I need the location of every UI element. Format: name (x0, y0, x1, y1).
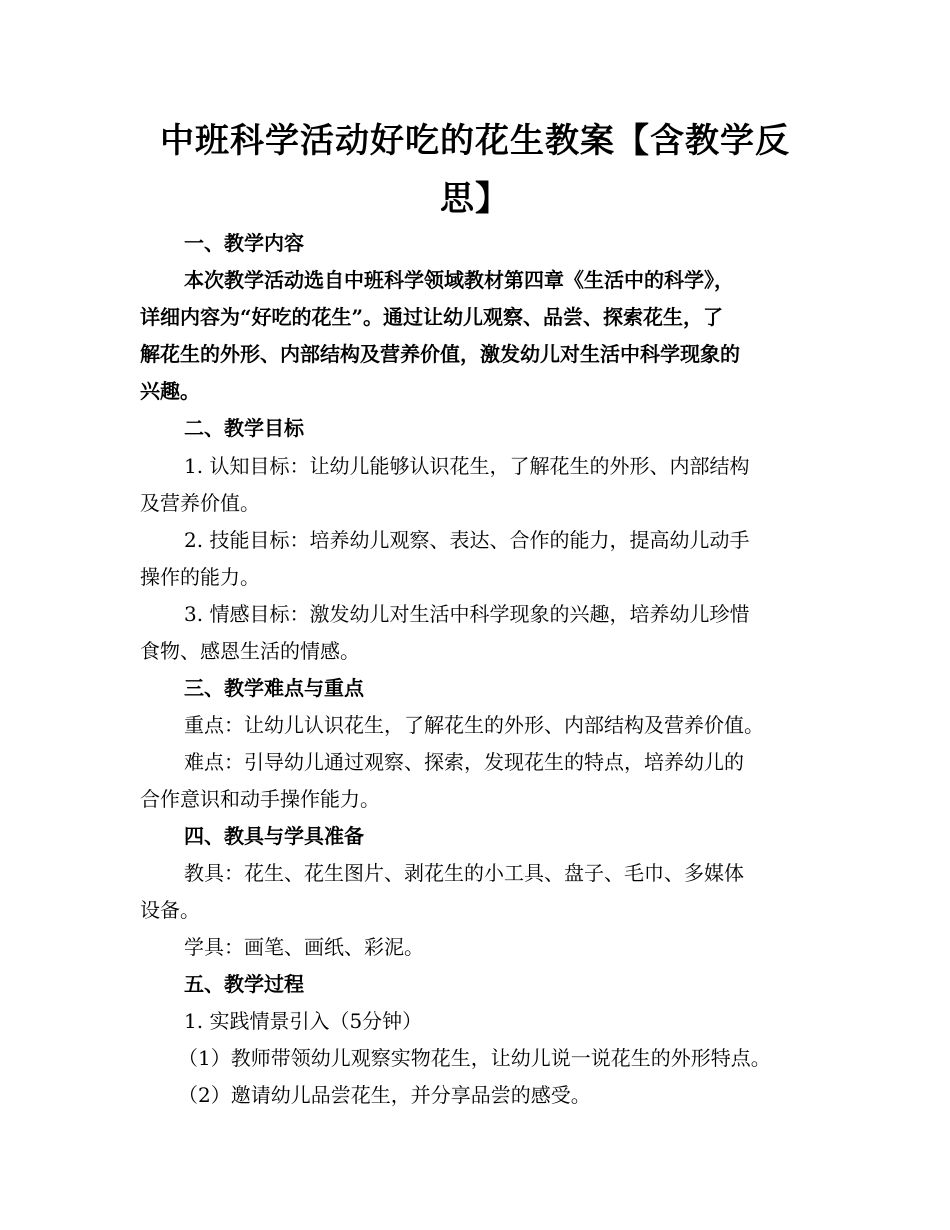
keypoint-difficulty-line: 难点：引导幼儿通过观察、探索，发现花生的特点，培养幼儿的 (184, 750, 744, 774)
goal-item-line: 操作的能力。 (140, 565, 260, 589)
prep-learning-aids: 学具：画笔、画纸、彩泥。 (184, 935, 424, 959)
section-heading-keypoints: 三、教学难点与重点 (184, 676, 364, 700)
process-substep: （2）邀请幼儿品尝花生，并分享品尝的感受。 (178, 1083, 591, 1107)
goal-item-line: 1. 认知目标：让幼儿能够认识花生，了解花生的外形、内部结构 (184, 454, 750, 478)
content-para-line: 兴趣。 (140, 379, 200, 403)
goal-item-line: 2. 技能目标：培养幼儿观察、表达、合作的能力，提高幼儿动手 (184, 528, 750, 552)
section-heading-prep: 四、教具与学具准备 (184, 824, 364, 848)
goal-item-line: 及营养价值。 (140, 491, 260, 515)
process-substep: （1）教师带领幼儿观察实物花生，让幼儿说一说花生的外形特点。 (178, 1046, 771, 1070)
goal-item-line: 3. 情感目标：激发幼儿对生活中科学现象的兴趣，培养幼儿珍惜 (184, 602, 750, 626)
process-step: 1. 实践情景引入（5分钟） (184, 1009, 423, 1033)
section-heading-content: 一、教学内容 (184, 231, 304, 255)
content-para-line: 详细内容为“好吃的花生”。通过让幼儿观察、品尝、探索花生，了 (140, 305, 724, 329)
content-para-line: 解花生的外形、内部结构及营养价值，激发幼儿对生活中科学现象的 (140, 342, 740, 366)
prep-teaching-aids-line: 教具：花生、花生图片、剥花生的小工具、盘子、毛巾、多媒体 (184, 861, 744, 885)
content-para-line: 本次教学活动选自中班科学领域教材第四章《生活中的科学》， (184, 268, 734, 292)
page-title: 中班科学活动好吃的花生教案【含教学反思】 (160, 121, 790, 219)
section-heading-process: 五、教学过程 (184, 972, 304, 996)
goal-item-line: 食物、感恩生活的情感。 (140, 639, 360, 663)
keypoint-difficulty-line: 合作意识和动手操作能力。 (140, 787, 380, 811)
prep-teaching-aids-line: 设备。 (140, 898, 200, 922)
keypoint-focus: 重点：让幼儿认识花生，了解花生的外形、内部结构及营养价值。 (184, 713, 764, 737)
section-heading-goals: 二、教学目标 (184, 416, 304, 440)
